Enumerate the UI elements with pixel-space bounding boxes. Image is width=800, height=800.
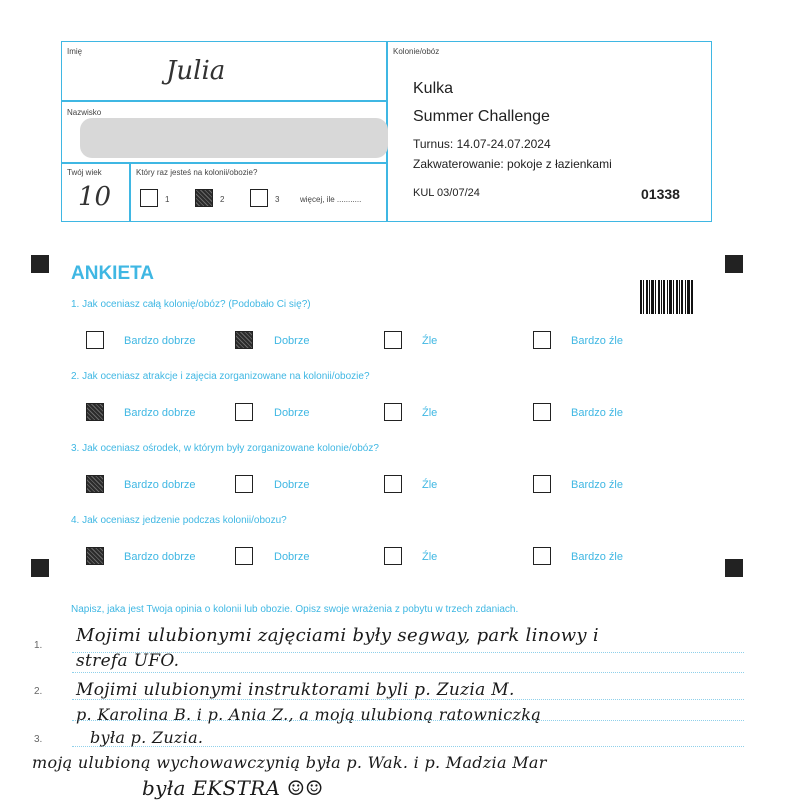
times-checkbox-1[interactable] [140, 189, 158, 207]
question-1: 1. Jak oceniasz całą kolonię/obóz? (Podobało Ci się?) [71, 299, 311, 310]
turnus: Turnus: 14.07-24.07.2024 [413, 137, 551, 151]
registration-marker [31, 255, 49, 273]
header-divider-1 [61, 100, 387, 102]
registration-marker [31, 559, 49, 577]
q2-label-bardzo-zle: Bardzo źle [571, 407, 623, 419]
q1-option-bardzo-zle[interactable] [533, 331, 551, 349]
surname-label: Nazwisko [67, 108, 102, 117]
question-2: 2. Jak oceniasz atrakcje i zajęcia zorganizowane na kolonii/obozie? [71, 371, 370, 382]
q1-label-bardzo-zle: Bardzo źle [571, 335, 623, 347]
q3-label-bardzo-dobrze: Bardzo dobrze [124, 479, 196, 491]
q4-option-bardzo-dobrze[interactable] [86, 547, 104, 565]
q2-option-bardzo-dobrze[interactable] [86, 403, 104, 421]
q4-option-bardzo-zle[interactable] [533, 547, 551, 565]
barcode-icon [640, 280, 693, 314]
q4-label-zle: Źle [422, 551, 438, 563]
header-divider-3 [129, 162, 131, 222]
form-number: 01338 [641, 186, 680, 202]
question-3: 3. Jak oceniasz ośrodek, w którym były zorganizowane kolonie/obóz? [71, 443, 379, 454]
line-number-2: 2. [34, 686, 43, 697]
handwritten-line-4: p. Karolina B. i p. Ania Z., a moją ulubioną ratowniczką [76, 705, 542, 724]
times-checkbox-3[interactable] [250, 189, 268, 207]
handwritten-line-3: Mojimi ulubionymi instruktorami byli p. Zuzia M. [76, 680, 515, 700]
camp-label: Kolonie/obóz [393, 47, 440, 56]
q4-label-bardzo-zle: Bardzo źle [571, 551, 623, 563]
handwritten-line-6: moją ulubioną wychowawczynią była p. Wak. i p. Madzia Mar [32, 753, 547, 772]
q3-option-bardzo-zle[interactable] [533, 475, 551, 493]
q1-label-zle: Źle [422, 335, 438, 347]
q3-option-bardzo-dobrze[interactable] [86, 475, 104, 493]
name-value: Julia [166, 56, 226, 86]
q2-option-bardzo-zle[interactable] [533, 403, 551, 421]
times-checkbox-2[interactable] [195, 189, 213, 207]
q2-label-dobrze: Dobrze [274, 407, 310, 419]
camp-code: KUL 03/07/24 [413, 187, 480, 199]
q1-option-bardzo-dobrze[interactable] [86, 331, 104, 349]
line-number-3: 3. [34, 734, 43, 745]
registration-marker [725, 559, 743, 577]
times-more: więcej, ile ........... [300, 195, 362, 204]
times-option-1: 1 [165, 195, 170, 204]
times-option-2: 2 [220, 195, 225, 204]
q2-option-dobrze[interactable] [235, 403, 253, 421]
q1-option-dobrze[interactable] [235, 331, 253, 349]
q4-option-zle[interactable] [384, 547, 402, 565]
q1-label-bardzo-dobrze: Bardzo dobrze [124, 335, 196, 347]
name-label: Imię [67, 47, 83, 56]
camp-name-line-1: Kulka [413, 80, 454, 97]
handwritten-line-1: Mojimi ulubionymi zajęciami były segway, park linowy i [76, 625, 599, 646]
header-divider-2 [61, 162, 387, 164]
camp-name-line-2: Summer Challenge [413, 108, 550, 125]
times-option-3: 3 [275, 195, 280, 204]
handwritten-line-2: strefa UFO. [76, 651, 180, 671]
writing-line [72, 672, 744, 673]
q3-label-bardzo-zle: Bardzo źle [571, 479, 623, 491]
age-label: Twój wiek [67, 168, 102, 177]
surname-redaction [80, 118, 388, 158]
handwritten-line-7: była EKSTRA ☺☺ [142, 776, 324, 800]
survey-title: ANKIETA [71, 263, 155, 284]
registration-marker [725, 255, 743, 273]
question-4: 4. Jak oceniasz jedzenie podczas kolonii/obozu? [71, 515, 287, 526]
q4-option-dobrze[interactable] [235, 547, 253, 565]
line-number-1: 1. [34, 640, 43, 651]
q3-label-zle: Źle [422, 479, 438, 491]
q3-label-dobrze: Dobrze [274, 479, 310, 491]
age-value: 10 [78, 182, 112, 212]
accommodation: Zakwaterowanie: pokoje z łazienkami [413, 157, 612, 171]
q4-label-dobrze: Dobrze [274, 551, 310, 563]
q2-label-bardzo-dobrze: Bardzo dobrze [124, 407, 196, 419]
opinion-prompt: Napisz, jaka jest Twoja opinia o kolonii lub obozie. Opisz swoje wrażenia z pobytu w trzech zdaniach. [71, 604, 519, 615]
q3-option-zle[interactable] [384, 475, 402, 493]
q1-option-zle[interactable] [384, 331, 402, 349]
q2-option-zle[interactable] [384, 403, 402, 421]
handwritten-line-5: była p. Zuzia. [90, 728, 204, 747]
times-label: Który raz jesteś na kolonii/obozie? [136, 168, 258, 177]
q3-option-dobrze[interactable] [235, 475, 253, 493]
q2-label-zle: Źle [422, 407, 438, 419]
q4-label-bardzo-dobrze: Bardzo dobrze [124, 551, 196, 563]
q1-label-dobrze: Dobrze [274, 335, 310, 347]
